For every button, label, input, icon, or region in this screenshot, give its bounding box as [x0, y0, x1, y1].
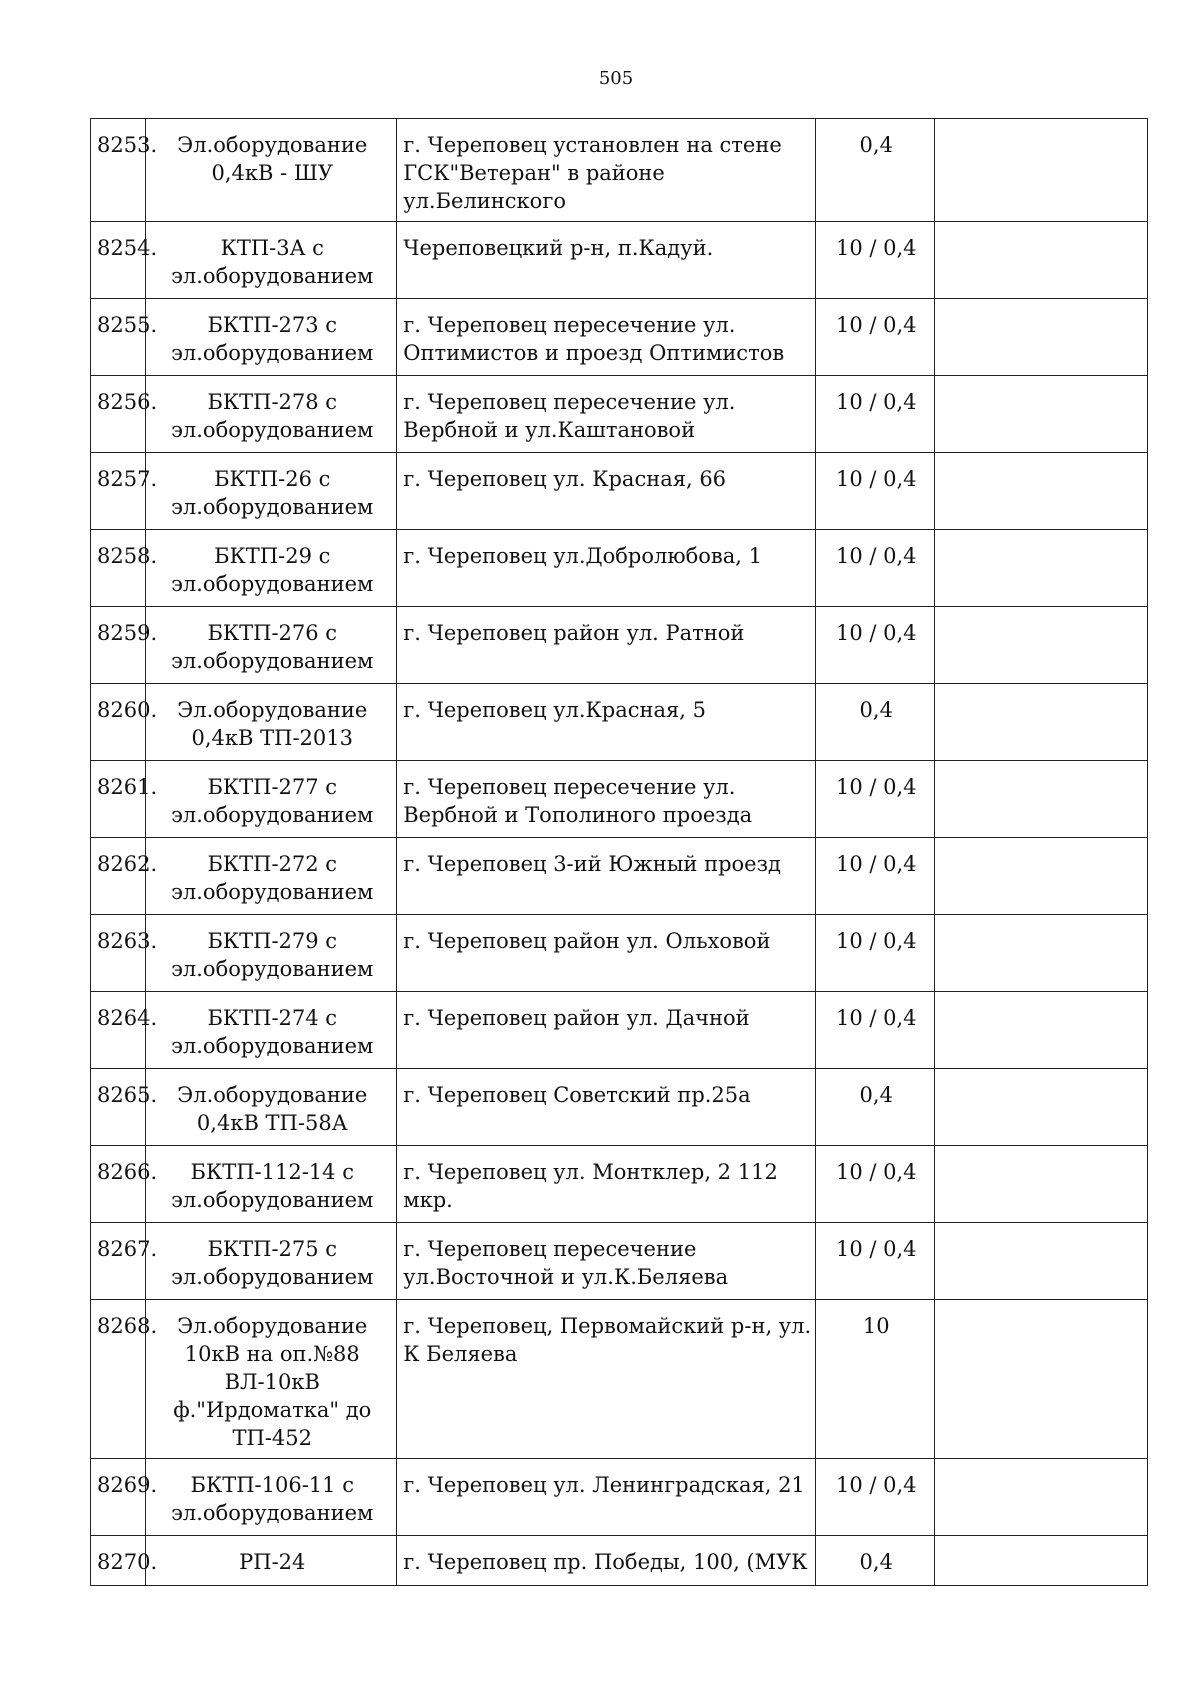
row-number: 8260.	[91, 684, 146, 761]
table-row	[91, 376, 1148, 453]
equipment-address: г. Череповец ул. Монтклер, 2 112 мкр.	[397, 1146, 816, 1223]
equipment-name: Эл.оборудование 0,4кВ ТП-2013	[146, 684, 397, 761]
row-number: 8255.	[91, 299, 146, 376]
equipment-name: БКТП-112-14 с эл.оборудованием	[146, 1146, 397, 1223]
voltage-value: 10 / 0,4	[816, 992, 935, 1069]
table-row	[91, 119, 1148, 222]
equipment-address: г. Череповец установлен на стене ГСК"Ветеран" в районе ул.Белинского	[397, 119, 816, 222]
equipment-address: г. Череповец район ул. Ратной	[397, 607, 816, 684]
row-number: 8269.	[91, 1459, 146, 1536]
equipment-name: БКТП-277 с эл.оборудованием	[146, 761, 397, 838]
table-body	[91, 119, 1148, 1586]
equipment-name: Эл.оборудование 10кВ на оп.№88 ВЛ-10кВ ф."Ирдоматка" до ТП-452	[146, 1300, 397, 1459]
equipment-name: БКТП-106-11 с эл.оборудованием	[146, 1459, 397, 1536]
voltage-value: 10 / 0,4	[816, 453, 935, 530]
equipment-name: БКТП-273 с эл.оборудованием	[146, 299, 397, 376]
voltage-value: 0,4	[816, 684, 935, 761]
equipment-address: г. Череповец пересечение ул.Восточной и ул.К.Беляева	[397, 1223, 816, 1300]
empty-cell	[935, 684, 1148, 761]
table-row	[91, 1146, 1148, 1223]
equipment-name: БКТП-278 с эл.оборудованием	[146, 376, 397, 453]
equipment-name: БКТП-279 с эл.оборудованием	[146, 915, 397, 992]
voltage-value: 10 / 0,4	[816, 1459, 935, 1536]
table-row	[91, 761, 1148, 838]
empty-cell	[935, 1459, 1148, 1536]
row-number: 8261.	[91, 761, 146, 838]
empty-cell	[935, 299, 1148, 376]
voltage-value: 10 / 0,4	[816, 299, 935, 376]
table-row	[91, 530, 1148, 607]
voltage-value: 10 / 0,4	[816, 838, 935, 915]
row-number: 8258.	[91, 530, 146, 607]
equipment-address: г. Череповец ул. Красная, 66	[397, 453, 816, 530]
empty-cell	[935, 453, 1148, 530]
equipment-name: БКТП-272 с эл.оборудованием	[146, 838, 397, 915]
equipment-address: г. Череповец ул.Красная, 5	[397, 684, 816, 761]
row-number: 8263.	[91, 915, 146, 992]
table-row	[91, 1459, 1148, 1536]
equipment-address: г. Череповец пересечение ул. Вербной и ул.Каштановой	[397, 376, 816, 453]
row-number: 8262.	[91, 838, 146, 915]
equipment-registry-table	[90, 118, 1148, 1586]
equipment-address: г. Череповец 3-ий Южный проезд	[397, 838, 816, 915]
voltage-value: 10 / 0,4	[816, 761, 935, 838]
voltage-value: 10 / 0,4	[816, 1223, 935, 1300]
empty-cell	[935, 607, 1148, 684]
row-number: 8266.	[91, 1146, 146, 1223]
voltage-value: 10 / 0,4	[816, 915, 935, 992]
table-row	[91, 1069, 1148, 1146]
empty-cell	[935, 838, 1148, 915]
table-row	[91, 1536, 1148, 1586]
row-number: 8268.	[91, 1300, 146, 1459]
equipment-name: Эл.оборудование 0,4кВ - ШУ	[146, 119, 397, 222]
equipment-address: Череповецкий р-н, п.Кадуй.	[397, 222, 816, 299]
voltage-value: 10 / 0,4	[816, 1146, 935, 1223]
equipment-address: г. Череповец район ул. Ольховой	[397, 915, 816, 992]
equipment-address: г. Череповец Советский пр.25а	[397, 1069, 816, 1146]
equipment-name: БКТП-274 с эл.оборудованием	[146, 992, 397, 1069]
row-number: 8259.	[91, 607, 146, 684]
equipment-address: г. Череповец пр. Победы, 100, (МУК	[397, 1536, 816, 1586]
table-row	[91, 915, 1148, 992]
equipment-name: КТП-3А с эл.оборудованием	[146, 222, 397, 299]
equipment-address: г. Череповец ул. Ленинградская, 21	[397, 1459, 816, 1536]
table-row	[91, 453, 1148, 530]
equipment-name: Эл.оборудование 0,4кВ ТП-58А	[146, 1069, 397, 1146]
table-row	[91, 299, 1148, 376]
row-number: 8254.	[91, 222, 146, 299]
row-number: 8253.	[91, 119, 146, 222]
row-number: 8257.	[91, 453, 146, 530]
voltage-value: 10 / 0,4	[816, 376, 935, 453]
row-number: 8265.	[91, 1069, 146, 1146]
equipment-address: г. Череповец пересечение ул. Вербной и Тополиного проезда	[397, 761, 816, 838]
voltage-value: 10 / 0,4	[816, 530, 935, 607]
equipment-name: БКТП-275 с эл.оборудованием	[146, 1223, 397, 1300]
table-row	[91, 684, 1148, 761]
voltage-value: 0,4	[816, 1536, 935, 1586]
equipment-name: БКТП-26 с эл.оборудованием	[146, 453, 397, 530]
empty-cell	[935, 915, 1148, 992]
equipment-name: БКТП-29 с эл.оборудованием	[146, 530, 397, 607]
voltage-value: 0,4	[816, 119, 935, 222]
row-number: 8270.	[91, 1536, 146, 1586]
equipment-address: г. Череповец пересечение ул. Оптимистов и проезд Оптимистов	[397, 299, 816, 376]
equipment-name: БКТП-276 с эл.оборудованием	[146, 607, 397, 684]
empty-cell	[935, 1536, 1148, 1586]
empty-cell	[935, 222, 1148, 299]
empty-cell	[935, 1223, 1148, 1300]
table-row	[91, 992, 1148, 1069]
equipment-address: г. Череповец ул.Добролюбова, 1	[397, 530, 816, 607]
table-row	[91, 222, 1148, 299]
row-number: 8264.	[91, 992, 146, 1069]
equipment-address: г. Череповец район ул. Дачной	[397, 992, 816, 1069]
equipment-address: г. Череповец, Первомайский р-н, ул. К Беляева	[397, 1300, 816, 1459]
voltage-value: 10 / 0,4	[816, 222, 935, 299]
page-number: 505	[598, 68, 634, 89]
equipment-name: РП-24	[146, 1536, 397, 1586]
table-row	[91, 838, 1148, 915]
row-number: 8267.	[91, 1223, 146, 1300]
empty-cell	[935, 1300, 1148, 1459]
table-row	[91, 607, 1148, 684]
empty-cell	[935, 761, 1148, 838]
voltage-value: 0,4	[816, 1069, 935, 1146]
table-row	[91, 1223, 1148, 1300]
empty-cell	[935, 119, 1148, 222]
voltage-value: 10 / 0,4	[816, 607, 935, 684]
voltage-value: 10	[816, 1300, 935, 1459]
empty-cell	[935, 530, 1148, 607]
empty-cell	[935, 1069, 1148, 1146]
empty-cell	[935, 992, 1148, 1069]
row-number: 8256.	[91, 376, 146, 453]
table-row	[91, 1300, 1148, 1459]
empty-cell	[935, 1146, 1148, 1223]
empty-cell	[935, 376, 1148, 453]
